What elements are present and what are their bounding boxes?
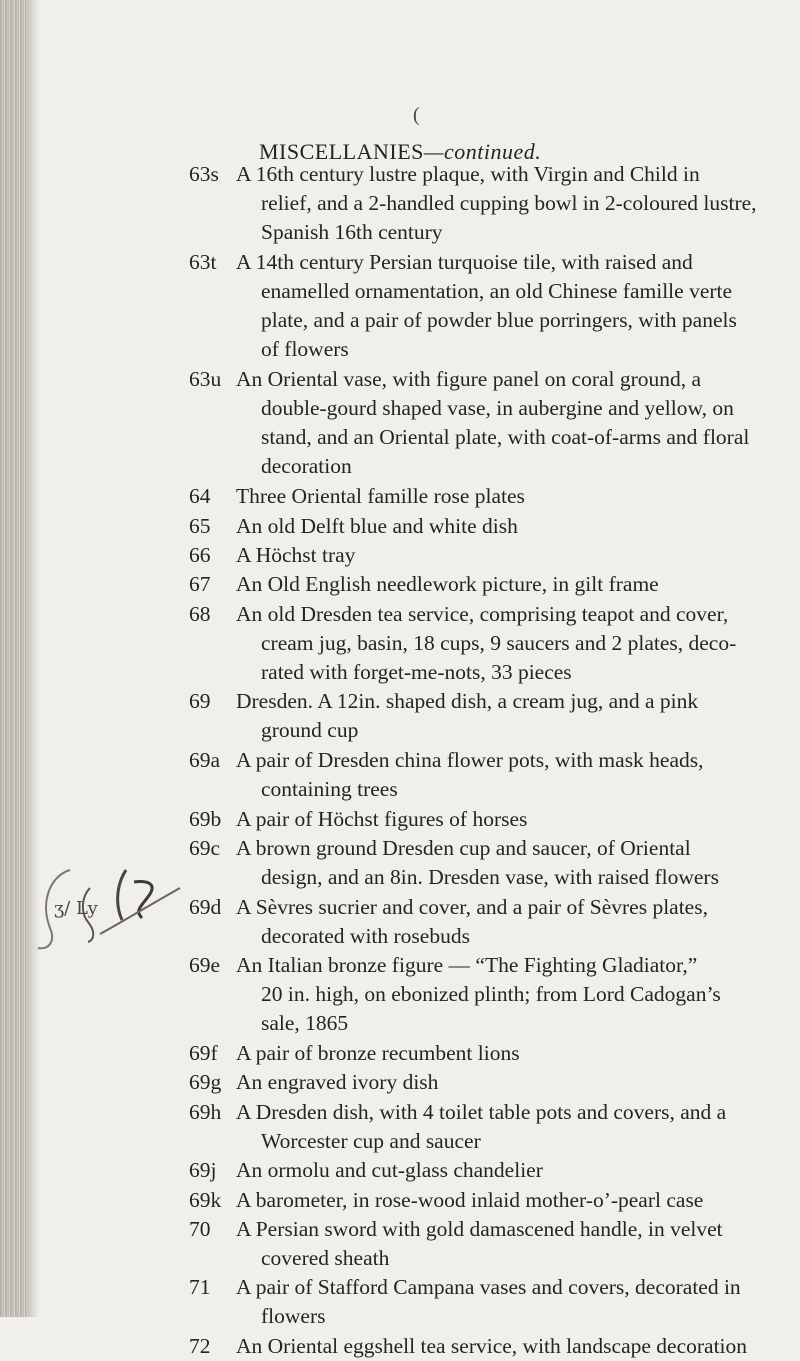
description-line: double-gourd shaped vase, in aubergine and yellow, on [261,396,734,421]
book-gutter [0,0,26,1317]
lot-number: 69b [189,806,222,831]
description-line: A Sèvres sucrier and cover, and a pair of Sèvres plates, [236,894,708,919]
lot-description [236,365,750,481]
lot-number: 69e [189,953,221,978]
lot-number: 69c [189,835,221,860]
description-line: sale, 1865 [261,1011,349,1036]
description-line: covered sheath [261,1245,390,1270]
lot-description [236,1156,710,1185]
lot-description [236,893,710,951]
description-line: decoration [261,454,352,479]
description-line: An Oriental eggshell tea service, with landscape decoration [236,1334,748,1358]
lot-number: 64 [189,484,211,509]
lot-description [236,570,710,599]
description-line: Worcester cup and saucer [261,1128,481,1153]
lot-description [236,746,710,804]
description-line: cream jug, basin, 18 cups, 9 saucers and 2 plates, deco- [261,630,737,655]
description-line: design, and an 8in. Dresden vase, with raised flowers [261,864,719,889]
description-line: A pair of Dresden china flower pots, with mask heads, [236,748,704,772]
description-line: A 16th century lustre plaque, with Virgin and Child in [236,162,700,186]
lot-description [236,1273,741,1331]
lot-description [236,1039,710,1068]
lot-number: 71 [189,1275,211,1300]
lot-description [236,600,737,687]
lot-number: 65 [189,513,211,538]
description-line: An Oriental vase, with figure panel on coral ground, a [236,367,702,392]
heading-continued: —continued. [423,139,542,164]
lot-description [236,1068,710,1097]
lot-number: 63u [189,367,222,392]
description-line: A pair of bronze recumbent lions [236,1041,520,1065]
lot-description [236,160,757,247]
description-line: A brown ground Dresden cup and saucer, of Oriental [236,835,691,860]
lot-number: 69h [189,1099,222,1124]
lot-number: 69j [189,1158,217,1183]
lot-number: 63s [189,162,219,186]
description-line: rated with forget-me-nots, 33 pieces [261,659,572,684]
lot-number: 63t [189,249,217,274]
lot-number: 70 [189,1216,211,1241]
handwritten-margin-note [30,862,190,952]
lot-number: 69d [189,894,222,919]
lot-number: 69k [189,1187,222,1212]
description-line: An old Dresden tea service, comprising teapot and cover, [236,601,729,626]
description-line: An ormolu and cut-glass chandelier [236,1158,543,1183]
lot-number: 69g [189,1070,222,1095]
lot-description [236,1332,748,1361]
description-line: plate, and a pair of powder blue porringers, with panels [261,307,737,332]
lot-number: 69f [189,1041,218,1065]
description-line: A Persian sword with gold damascened handle, in velvet [236,1216,723,1241]
description-line: A pair of Höchst figures of horses [236,806,528,831]
description-line: An old Delft blue and white dish [236,513,518,538]
description-line: Dresden. A 12in. shaped dish, a cream jug, and a pink [236,689,699,714]
lot-number: 67 [189,572,211,597]
description-line: decorated with rosebuds [261,923,470,948]
margin-note-text: ʒ/ Ly [54,898,98,919]
lot-description [236,482,710,511]
description-line: 20 in. high, on ebonized plinth; from Lord Cadogan’s [261,982,721,1007]
description-line: Spanish 16th century [261,220,443,244]
lot-number: 66 [189,542,211,567]
lot-number: 72 [189,1334,211,1358]
description-line: A Höchst tray [236,542,356,567]
description-line: A Dresden dish, with 4 toilet table pots and covers, and a [236,1099,727,1124]
top-mark: ( [413,104,420,126]
lot-description [236,1098,727,1156]
lot-number: 68 [189,601,211,626]
lot-number: 69 [189,689,211,714]
lot-description [236,834,719,892]
lot-description [236,805,710,834]
lot-description [236,512,710,541]
description-line: An Old English needlework picture, in gilt frame [236,572,659,597]
description-line: A 14th century Persian turquoise tile, with raised and [236,249,693,274]
description-line: stand, and an Oriental plate, with coat-of-arms and floral [261,425,750,450]
description-line: enamelled ornamentation, an old Chinese famille verte [261,278,733,303]
description-line: An Italian bronze figure — “The Fighting Gladiator,” [236,953,698,978]
lot-description [236,541,710,570]
description-line: of flowers [261,336,349,361]
lot-description [236,951,721,1038]
lot-description [236,248,737,364]
lot-description [236,1186,710,1215]
description-line: flowers [261,1304,326,1329]
lot-description [236,1215,723,1273]
heading-title: MISCELLANIES [259,139,424,164]
description-line: ground cup [261,718,359,743]
description-line: A pair of Stafford Campana vases and covers, decorated in [236,1275,741,1300]
description-line: An engraved ivory dish [236,1070,439,1095]
description-line: A barometer, in rose-wood inlaid mother-o’-pearl case [236,1187,704,1212]
description-line: relief, and a 2-handled cupping bowl in 2-coloured lustre, [261,191,757,215]
description-line: containing trees [261,777,398,801]
lot-description [236,687,710,745]
description-line: Three Oriental famille rose plates [236,484,525,509]
lot-number: 69a [189,748,221,772]
gutter-shadow [26,0,40,1317]
